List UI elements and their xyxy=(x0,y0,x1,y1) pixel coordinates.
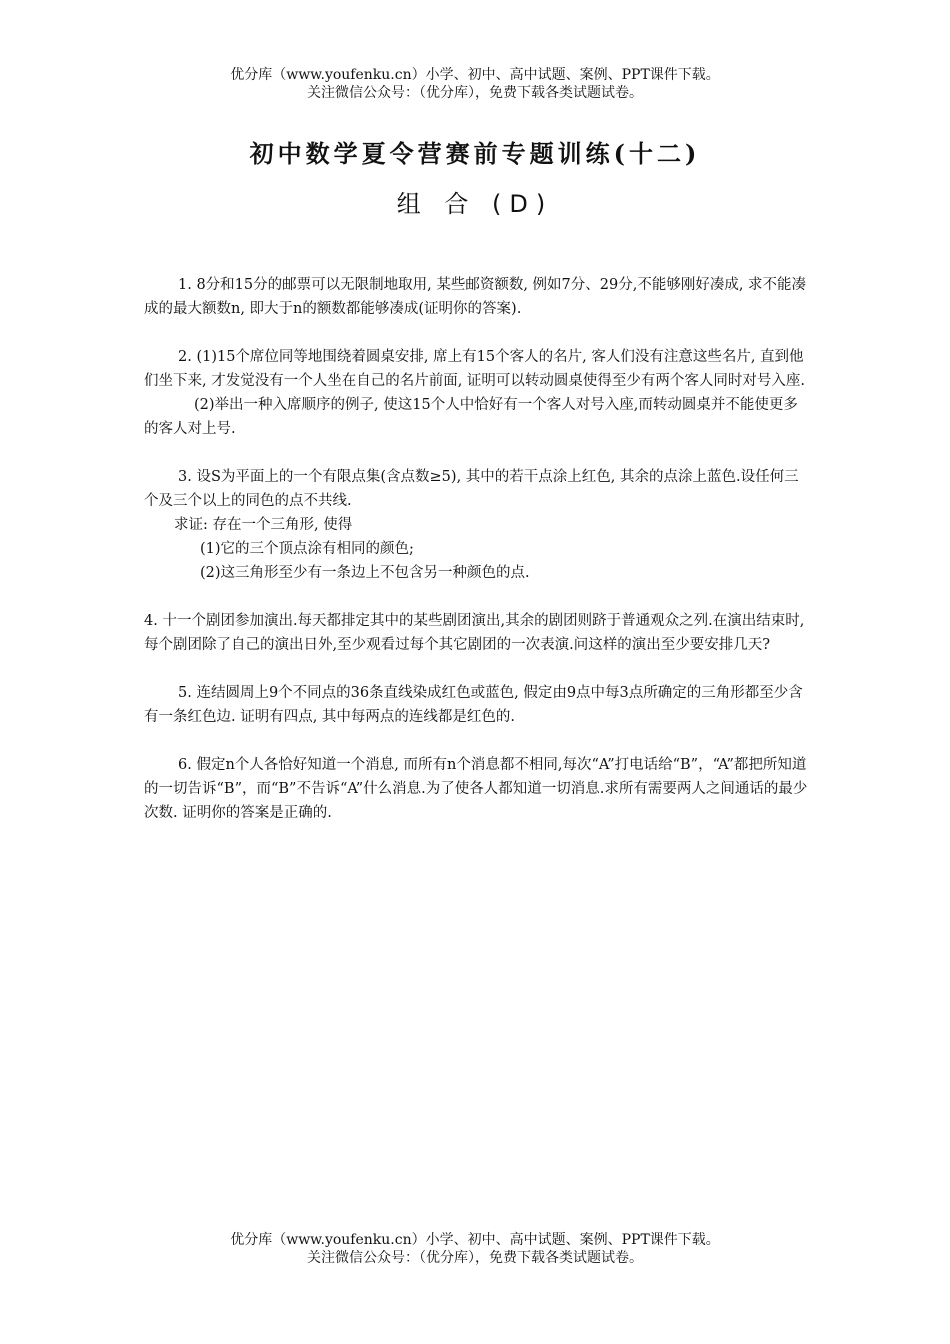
problem-6: 6. 假定n个人各恰好知道一个消息, 而所有n个消息都不相同,每次“A”打电话给“B”，“A”都把所知道的一切告诉“B”，而“B”不告诉“A”什么消息.为了使各人都知道一切消息.求所有需要两人之间通话的最少次数. 证明你的答案是正确的. xyxy=(144,757,808,821)
problem-3-prove: 求证: 存在一个三角形, 使得 xyxy=(174,517,353,533)
document-title: 初中数学夏令营赛前专题训练(十二) xyxy=(249,139,701,168)
footer-line-2: 关注微信公众号：（优分库），免费下载各类试题试卷。 xyxy=(307,1250,643,1266)
problem-5: 5. 连结圆周上9个不同点的36条直线染成红色或蓝色, 假定由9点中每3点所确定的三角形都至少含有一条红色边. 证明有四点, 其中每两点的连线都是红色的. xyxy=(144,685,803,725)
page-footer xyxy=(0,1231,950,1267)
header-line-2: 关注微信公众号：（优分库），免费下载各类试题试卷。 xyxy=(307,85,643,101)
problem-2-part-2: (2)举出一种入席顺序的例子, 使这15个人中恰好有一个客人对号入座,而转动圆桌并不能使更多的客人对上号. xyxy=(144,397,798,437)
problem-1: 1. 8分和15分的邮票可以无限制地取用, 某些邮资额数, 例如7分、29分,不能够刚好凑成, 求不能凑成的最大额数n, 即大于n的额数都能够凑成(证明你的答案). xyxy=(144,277,807,317)
page-header xyxy=(0,66,950,102)
problem-4: 4. 十一个剧团参加演出.每天都排定其中的某些剧团演出,其余的剧团则跻于普通观众之列.在演出结束时,每个剧团除了自己的演出日外,至少观看过每个其它剧团的一次表演.问这样的演出至少要安排几天? xyxy=(144,613,805,653)
header-line-1: 优分库（www.youfenku.cn）小学、初中、高中试题、案例、PPT课件下载。 xyxy=(230,67,720,83)
problem-3-condition-2: (2)这三角形至少有一条边上不包含另一种颜色的点. xyxy=(200,565,530,581)
problem-3: 3. 设S为平面上的一个有限点集(含点数≥5), 其中的若干点涂上红色, 其余的点涂上蓝色.设任何三个及三个以上的同色的点不共线. xyxy=(144,469,799,509)
problem-2-part-1: 2. (1)15个席位同等地围绕着圆桌安排, 席上有15个客人的名片, 客人们没有注意这些名片, 直到他们坐下来, 才发觉没有一个人坐在自己的名片前面, 证明可以转动圆桌使得至少有两个客人同时对号入座. xyxy=(144,349,806,389)
problem-list xyxy=(144,273,808,825)
document-subtitle: 组 合 (D) xyxy=(396,190,554,218)
footer-line-1: 优分库（www.youfenku.cn）小学、初中、高中试题、案例、PPT课件下载。 xyxy=(230,1232,720,1248)
problem-3-condition-1: (1)它的三个顶点涂有相同的颜色; xyxy=(200,541,414,557)
